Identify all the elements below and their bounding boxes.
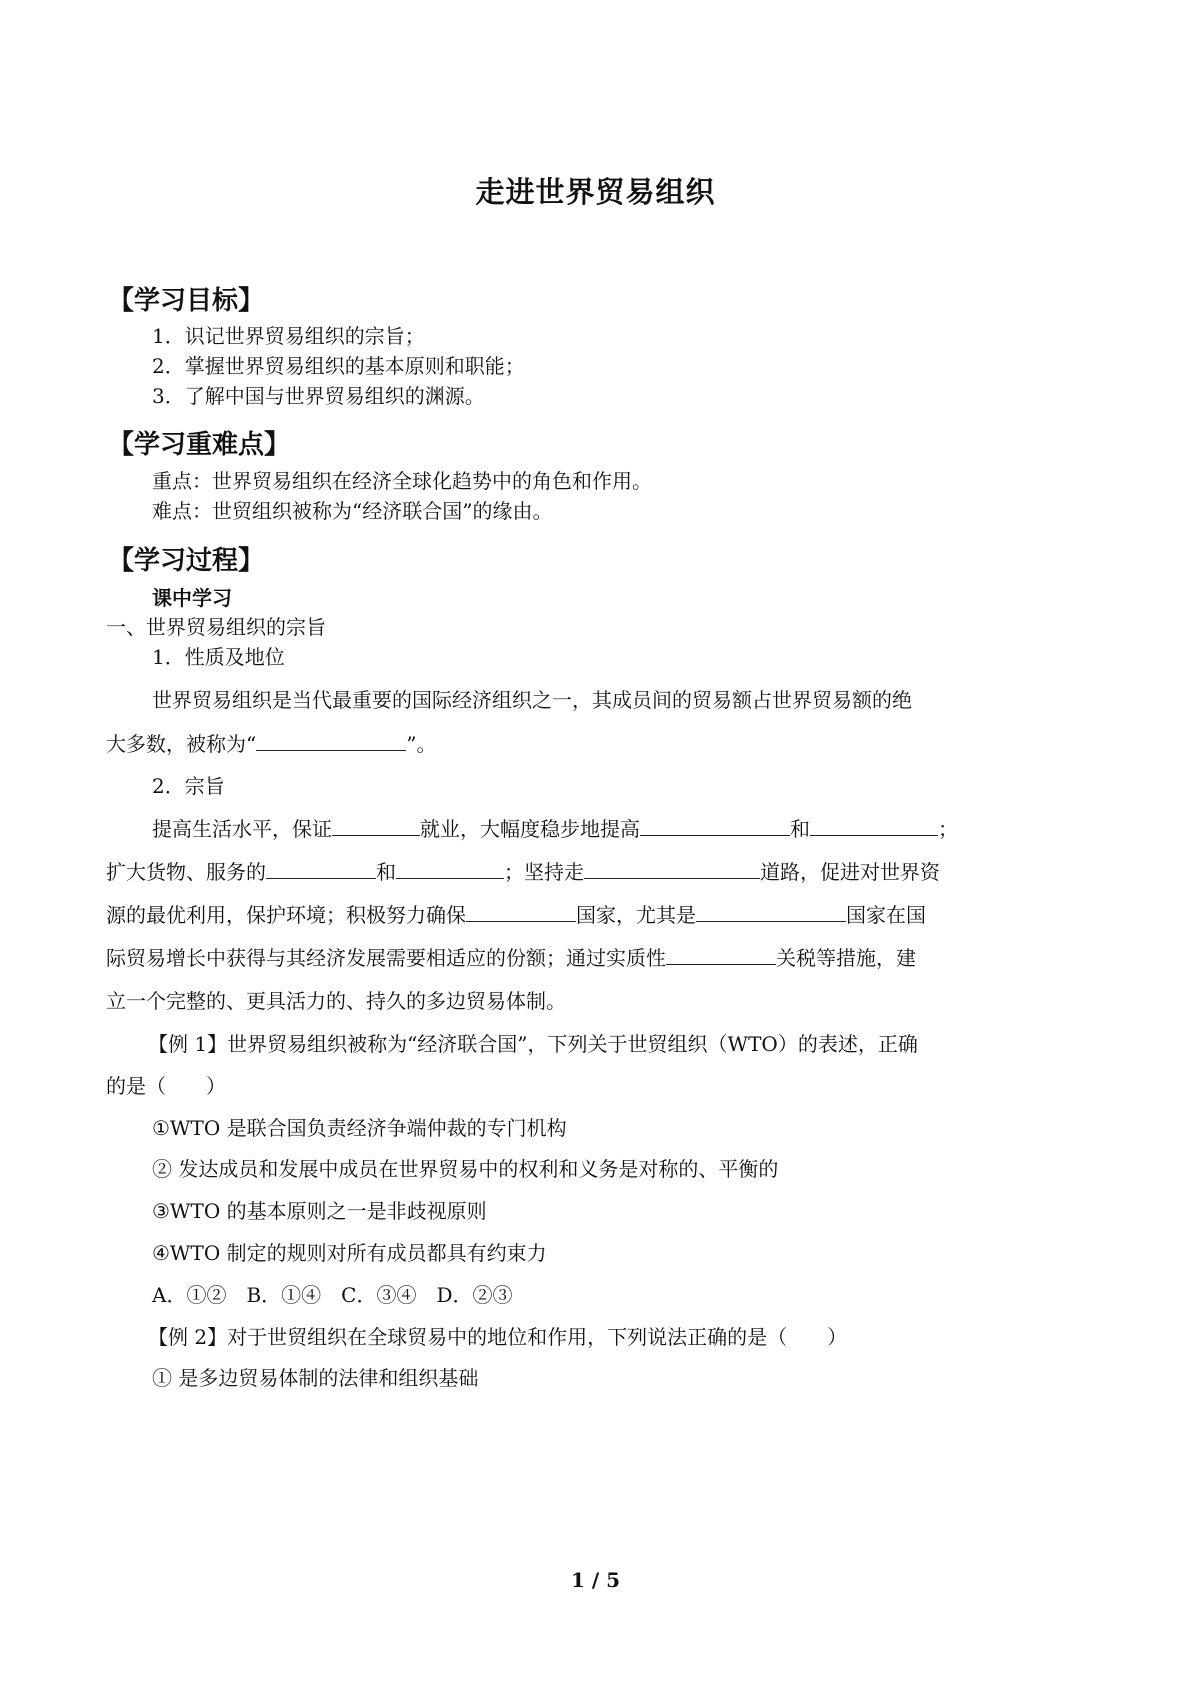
paragraph-line (106, 732, 436, 756)
text-span: 国家，尤其是 (576, 903, 696, 927)
focus-text: 重点：世界贸易组织在经济全球化趋势中的角色和作用。 (152, 469, 652, 493)
fill-in-blank[interactable] (640, 817, 790, 836)
paragraph-line (106, 903, 926, 927)
example-option: ③WTO 的基本原则之一是非歧视原则 (152, 1199, 487, 1223)
fill-in-blank[interactable] (584, 860, 760, 879)
fill-in-blank[interactable] (256, 732, 406, 751)
example-option: ② 发达成员和发展中成员在世界贸易中的权利和义务是对称的、平衡的 (152, 1157, 779, 1181)
text-span: ； (938, 817, 958, 841)
subheading-in-class: 课中学习 (152, 586, 232, 610)
fill-in-blank[interactable] (466, 903, 576, 922)
text-span: 源的最优利用，保护环境；积极努力确保 (106, 903, 466, 927)
item-label: 2．宗旨 (152, 774, 225, 798)
text-span: 际贸易增长中获得与其经济发展需要相适应的份额；通过实质性 (106, 946, 666, 970)
paragraph-line (152, 817, 958, 841)
example-option: ①WTO 是联合国负责经济争端仲裁的专门机构 (152, 1116, 567, 1140)
part-heading: 一、世界贸易组织的宗旨 (106, 615, 326, 639)
text-span: ；坚持走 (504, 860, 584, 884)
text-span: 和 (376, 860, 396, 884)
example-question: 【例 2】对于世贸组织在全球贸易中的地位和作用，下列说法正确的是（ ） (148, 1325, 848, 1349)
fill-in-blank[interactable] (666, 946, 776, 965)
paragraph-line: 世界贸易组织是当代最重要的国际经济组织之一，其成员间的贸易额占世界贸易额的绝 (152, 688, 912, 712)
fill-in-blank[interactable] (266, 860, 376, 879)
text-span: 就业，大幅度稳步地提高 (420, 817, 640, 841)
section-heading-goals: 【学习目标】 (108, 286, 265, 316)
fill-in-blank[interactable] (396, 860, 504, 879)
text-span: ”。 (406, 732, 437, 756)
section-heading-key-points: 【学习重难点】 (108, 430, 291, 460)
paragraph-line (106, 946, 916, 970)
item-label: 1．性质及地位 (152, 645, 285, 669)
section-heading-process: 【学习过程】 (108, 546, 265, 576)
text-span: 提高生活水平，保证 (152, 817, 332, 841)
text-span: 关税等措施，建 (776, 946, 916, 970)
example-question: 的是（ ） (106, 1074, 226, 1098)
fill-in-blank[interactable] (332, 817, 420, 836)
goal-item: 1．识记世界贸易组织的宗旨； (152, 324, 425, 348)
page-title: 走进世界贸易组织 (475, 175, 716, 209)
text-span: 国家在国 (846, 903, 926, 927)
difficulty-text: 难点：世贸组织被称为“经济联合国”的缘由。 (152, 499, 553, 523)
fill-in-blank[interactable] (696, 903, 846, 922)
example-question: 【例 1】世界贸易组织被称为“经济联合国”，下列关于世贸组织（WTO）的表述，正确 (148, 1032, 918, 1056)
example-option: ① 是多边贸易体制的法律和组织基础 (152, 1366, 479, 1390)
answer-choices: A．①② B．①④ C．③④ D．②③ (152, 1283, 513, 1307)
goal-item: 3．了解中国与世界贸易组织的渊源。 (152, 384, 485, 408)
example-option: ④WTO 制定的规则对所有成员都具有约束力 (152, 1241, 547, 1265)
text-span: 扩大货物、服务的 (106, 860, 266, 884)
page-number: 1 / 5 (570, 1568, 621, 1592)
text-span: 大多数，被称为“ (106, 732, 257, 756)
fill-in-blank[interactable] (810, 817, 938, 836)
paragraph-line (106, 860, 940, 884)
goal-item: 2．掌握世界贸易组织的基本原则和职能； (152, 354, 525, 378)
text-span: 和 (790, 817, 810, 841)
text-span: 道路，促进对世界资 (760, 860, 940, 884)
paragraph-line: 立一个完整的、更具活力的、持久的多边贸易体制。 (106, 989, 566, 1013)
